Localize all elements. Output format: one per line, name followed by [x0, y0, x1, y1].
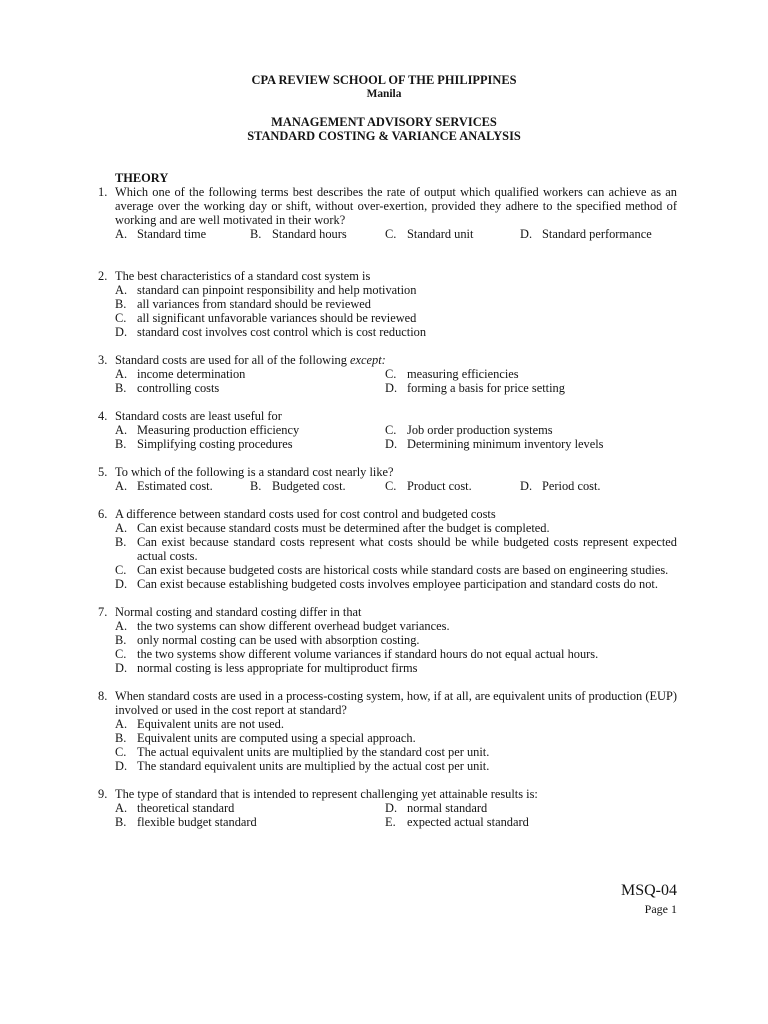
option-letter: C.: [115, 745, 127, 759]
option-text: Standard performance: [542, 227, 652, 241]
option-text: measuring efficiencies: [407, 367, 519, 381]
option-letter: C.: [385, 227, 397, 241]
option-letter: B.: [250, 227, 262, 241]
option-letter: D.: [115, 577, 128, 591]
question-text: A difference between standard costs used for cost control and budgeted costs: [115, 507, 496, 521]
option-text: normal standard: [407, 801, 488, 815]
question-number: 5.: [98, 465, 108, 479]
option-text: all significant unfavorable variances should be reviewed: [137, 311, 417, 325]
page-number: Page 1: [644, 902, 677, 916]
option-b: [115, 297, 677, 311]
option-text: only normal costing can be used with absorption costing.: [137, 633, 420, 647]
option-list: [115, 717, 677, 773]
option-letter: A.: [115, 423, 128, 437]
option-letter: A.: [115, 227, 128, 241]
question-text: [115, 353, 677, 367]
option-d: [385, 437, 677, 451]
option-d: [385, 801, 677, 815]
topic-title: STANDARD COSTING & VARIANCE ANALYSIS: [247, 129, 521, 143]
option-letter: A.: [115, 717, 128, 731]
option-text: the two systems show different volume variances if standard hours do not equal actual hours.: [137, 647, 599, 661]
option-d: [385, 381, 677, 395]
option-letter: B.: [115, 731, 127, 745]
option-letter: A.: [115, 479, 128, 493]
option-a: [115, 619, 677, 633]
option-d: [115, 325, 677, 339]
option-row: [115, 479, 677, 493]
option-b: [250, 479, 385, 493]
option-text: Can exist because standard costs represent what costs should be while budgeted costs represent expected actual costs.: [137, 535, 677, 563]
option-d: [520, 479, 601, 493]
option-b: [250, 227, 385, 241]
option-letter: C.: [385, 479, 397, 493]
section-title: THEORY: [115, 171, 169, 185]
question-9: [98, 787, 677, 829]
option-c: [385, 423, 677, 437]
option-b: [115, 633, 677, 647]
option-a: [115, 227, 250, 241]
question-text: The type of standard that is intended to represent challenging yet attainable results is:: [115, 787, 538, 801]
option-a: [115, 801, 385, 815]
subject-title: MANAGEMENT ADVISORY SERVICES: [271, 115, 497, 129]
option-letter: C.: [115, 311, 127, 325]
question-3: [98, 353, 677, 395]
option-letter: A.: [115, 521, 128, 535]
question-emphasis: except:: [350, 353, 386, 367]
option-e: [385, 815, 677, 829]
option-b: [115, 535, 677, 563]
option-letter: A.: [115, 283, 128, 297]
option-a: [115, 717, 677, 731]
option-c: [385, 227, 520, 241]
option-grid: [115, 801, 677, 829]
option-letter: B.: [115, 535, 127, 549]
option-text: Job order production systems: [407, 423, 553, 437]
question-number: 3.: [98, 353, 108, 367]
option-c: [115, 311, 677, 325]
option-a: [115, 521, 677, 535]
option-text: theoretical standard: [137, 801, 235, 815]
option-letter: B.: [115, 381, 127, 395]
option-text: Product cost.: [407, 479, 472, 493]
option-list: [115, 283, 677, 339]
option-letter: B.: [115, 437, 127, 451]
option-a: [115, 479, 250, 493]
option-text: Determining minimum inventory levels: [407, 437, 604, 451]
option-text: flexible budget standard: [137, 815, 257, 829]
question-8: [98, 689, 677, 773]
option-text: Standard time: [137, 227, 207, 241]
option-letter: B.: [115, 815, 127, 829]
question-text: Standard costs are least useful for: [115, 409, 282, 423]
question-text: The best characteristics of a standard cost system is: [115, 269, 371, 283]
option-letter: D.: [520, 479, 533, 493]
question-number: 4.: [98, 409, 108, 423]
option-letter: D.: [115, 325, 128, 339]
option-letter: B.: [115, 297, 127, 311]
option-text: The standard equivalent units are multiplied by the actual cost per unit.: [137, 759, 490, 773]
option-d: [115, 759, 677, 773]
school-city: Manila: [366, 88, 402, 100]
document-code: MSQ-04: [620, 882, 677, 899]
option-b: [115, 437, 385, 451]
question-number: 9.: [98, 787, 108, 801]
question-stem: Standard costs are used for all of the following: [115, 353, 347, 367]
option-letter: C.: [115, 563, 127, 577]
option-text: all variances from standard should be reviewed: [137, 297, 371, 311]
option-a: [115, 367, 385, 381]
question-6: [98, 507, 677, 591]
question-4: [98, 409, 677, 451]
option-b: [115, 731, 677, 745]
option-text: expected actual standard: [407, 815, 529, 829]
option-text: standard cost involves cost control which is cost reduction: [137, 325, 427, 339]
option-letter: C.: [385, 367, 397, 381]
option-text: Can exist because standard costs must be determined after the budget is completed.: [137, 521, 550, 535]
question-list: [98, 185, 677, 843]
option-c: [115, 647, 677, 661]
option-letter: D.: [385, 437, 398, 451]
option-text: the two systems can show different overhead budget variances.: [137, 619, 450, 633]
option-c: [385, 479, 520, 493]
option-text: controlling costs: [137, 381, 220, 395]
option-grid: [115, 423, 677, 451]
question-1: [98, 185, 677, 241]
question-text: To which of the following is a standard cost nearly like?: [115, 465, 394, 479]
option-text: Can exist because budgeted costs are historical costs while standard costs are based on engineering studies.: [137, 563, 669, 577]
option-letter: C.: [115, 647, 127, 661]
option-grid: [115, 367, 677, 395]
option-text: Period cost.: [542, 479, 601, 493]
option-text: forming a basis for price setting: [407, 381, 565, 395]
option-text: income determination: [137, 367, 246, 381]
option-text: Equivalent units are not used.: [137, 717, 284, 731]
school-name: CPA REVIEW SCHOOL OF THE PHILIPPINES: [251, 73, 517, 87]
option-text: Estimated cost.: [137, 479, 213, 493]
question-2: [98, 269, 677, 339]
question-number: 2.: [98, 269, 108, 283]
option-a: [115, 423, 385, 437]
option-letter: D.: [115, 661, 128, 675]
option-text: Simplifying costing procedures: [137, 437, 293, 451]
option-text: Budgeted cost.: [272, 479, 346, 493]
option-letter: D.: [520, 227, 533, 241]
question-number: 1.: [98, 185, 108, 199]
option-d: [115, 661, 677, 675]
option-letter: D.: [115, 759, 128, 773]
option-letter: A.: [115, 619, 128, 633]
option-d: [520, 227, 652, 241]
option-c: [115, 563, 677, 577]
option-letter: E.: [385, 815, 396, 829]
question-number: 6.: [98, 507, 108, 521]
option-text: standard can pinpoint responsibility and help motivation: [137, 283, 417, 297]
option-a: [115, 283, 677, 297]
option-text: Standard hours: [272, 227, 347, 241]
question-text: Normal costing and standard costing differ in that: [115, 605, 362, 619]
option-row: [115, 227, 677, 241]
option-letter: C.: [385, 423, 397, 437]
question-text: When standard costs are used in a process-costing system, how, if at all, are equivalent units of production (EUP) involved or used in the cost report at standard?: [115, 689, 677, 717]
document-header: [0, 73, 768, 143]
option-text: Can exist because establishing budgeted costs involves employee participation and standard costs do not.: [137, 577, 658, 591]
question-5: [98, 465, 677, 493]
option-text: Standard unit: [407, 227, 474, 241]
question-number: 8.: [98, 689, 108, 703]
option-letter: A.: [115, 801, 128, 815]
option-b: [115, 815, 385, 829]
option-list: [115, 619, 677, 675]
option-text: Measuring production efficiency: [137, 423, 300, 437]
option-text: The actual equivalent units are multiplied by the standard cost per unit.: [137, 745, 490, 759]
option-letter: D.: [385, 801, 398, 815]
question-text: Which one of the following terms best describes the rate of output which qualified workers can achieve as an average over the working day or shift, without over-exertion, provided they adhere to the specified method of working and are well motivated in their work?: [115, 185, 677, 227]
option-c: [385, 367, 677, 381]
option-list: [115, 521, 677, 591]
option-letter: B.: [115, 633, 127, 647]
option-d: [115, 577, 677, 591]
option-letter: D.: [385, 381, 398, 395]
option-letter: A.: [115, 367, 128, 381]
option-text: Equivalent units are computed using a special approach.: [137, 731, 416, 745]
question-7: [98, 605, 677, 675]
option-c: [115, 745, 677, 759]
option-b: [115, 381, 385, 395]
option-text: normal costing is less appropriate for multiproduct firms: [137, 661, 418, 675]
question-number: 7.: [98, 605, 108, 619]
option-letter: B.: [250, 479, 262, 493]
